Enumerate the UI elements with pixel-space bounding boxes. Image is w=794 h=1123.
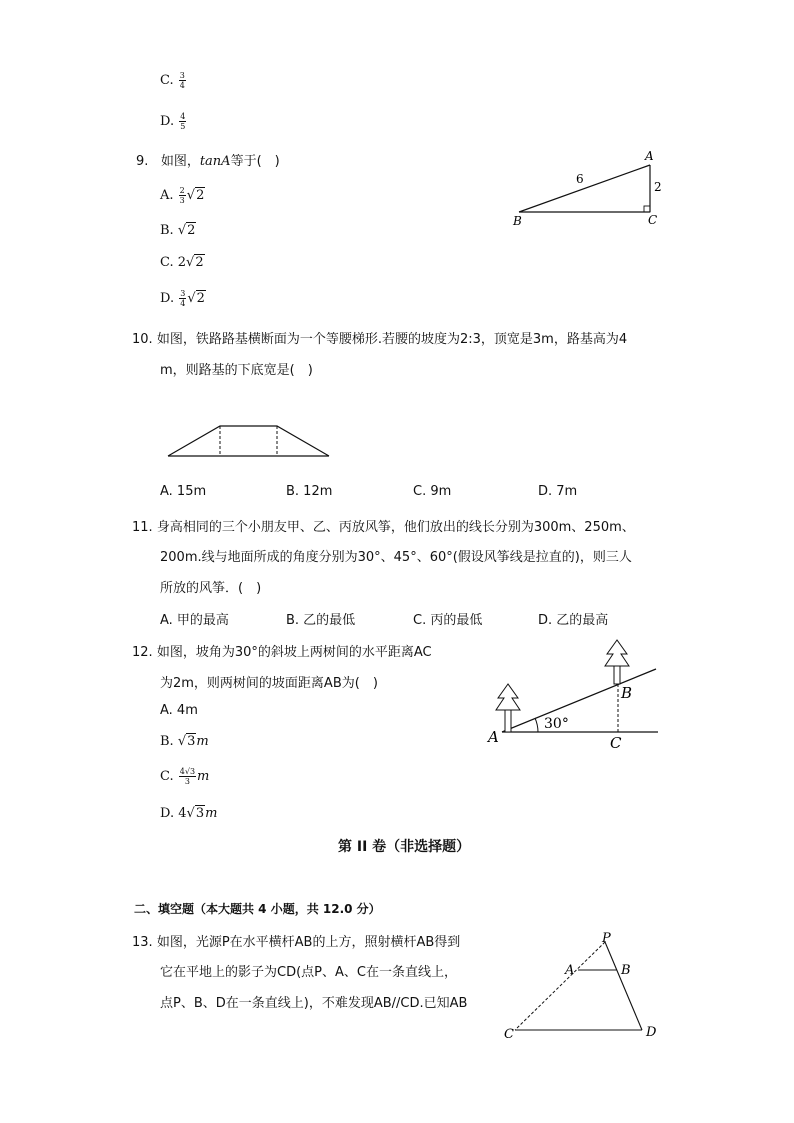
q9-label-hyp: 6	[576, 172, 584, 186]
q13-shadow-figure	[500, 930, 670, 1042]
q12-label-angle: 30°	[544, 716, 569, 732]
q10-option-a: A. 15m	[160, 484, 207, 499]
q12-line2: 为2m，则两树间的坡面距离AB为( )	[160, 676, 378, 691]
fill-blank-heading: 二、填空题（本大题共 4 小题，共 12.0 分）	[134, 902, 381, 916]
q9-triangle-figure	[505, 148, 675, 230]
q13-label-d: D	[646, 1025, 657, 1040]
q9-option-c: C. 2√2	[160, 255, 204, 270]
q11-option-b: B. 乙的最低	[286, 613, 356, 628]
q9-label-c: C	[648, 213, 658, 227]
q12-option-a: A. 4m	[160, 703, 198, 718]
q12-line1: 12. 如图，坡角为30°的斜坡上两树间的水平距离AC	[132, 645, 432, 660]
q10-option-d: D. 7m	[538, 484, 578, 499]
q10-option-b: B. 12m	[286, 484, 333, 499]
q9-option-d: D. $\frac{3}{4}$ √2	[160, 289, 205, 308]
q9-label-side: 2	[654, 180, 662, 194]
q12-option-b: B. √3m	[160, 734, 209, 749]
tree-b-icon	[605, 640, 629, 684]
q12-slope-figure	[484, 636, 664, 752]
q9-label-b: B	[513, 214, 522, 228]
q10-trapezoid-figure	[160, 418, 340, 462]
q13-line3: 点P、B、D在一条直线上)，不难发现AB//CD.已知AB	[160, 996, 468, 1011]
q11-line1: 11. 身高相同的三个小朋友甲、乙、丙放风筝，他们放出的线长分别为300m、250m、	[132, 520, 635, 535]
q13-label-c: C	[504, 1027, 514, 1042]
q13-label-a: A	[565, 963, 575, 978]
q12-label-b: B	[621, 684, 633, 702]
q8-option-c: C. $\frac{3}{4}$	[160, 71, 185, 90]
q13-line1: 13. 如图，光源P在水平横杆AB的上方，照射横杆AB得到	[132, 935, 461, 950]
q11-line2: 200m.线与地面所成的角度分别为30°、45°、60°(假设风筝线是拉直的)，则三人	[160, 550, 632, 565]
q9-option-b: B. √2	[160, 223, 196, 238]
q10-line2: m，则路基的下底宽是( )	[160, 363, 313, 378]
q12-option-c: C. $\frac{4√3}{3}$ m	[160, 767, 210, 786]
q13-line2: 它在平地上的影子为CD(点P、A、C在一条直线上，	[160, 965, 457, 980]
q10-line1: 10. 如图，铁路路基横断面为一个等腰梯形.若腰的坡度为2:3，顶宽是3m，路基高为4	[132, 332, 628, 347]
q12-label-a: A	[488, 728, 499, 746]
q11-line3: 所放的风筝．( )	[160, 581, 262, 596]
q11-option-d: D. 乙的最高	[538, 613, 609, 628]
q13-label-b: B	[621, 963, 631, 978]
q10-option-c: C. 9m	[413, 484, 452, 499]
q13-label-p: P	[602, 931, 611, 946]
section-2-title: 第 II 卷（非选择题）	[338, 839, 471, 855]
q12-label-c: C	[610, 734, 622, 752]
q9-option-a: A. $\frac{2}{3}$ √2	[160, 186, 205, 205]
q11-option-c: C. 丙的最低	[413, 613, 483, 628]
q8-option-d: D. $\frac{4}{5}$	[160, 112, 186, 131]
q12-option-d: D. 4√3m	[160, 806, 218, 821]
q9-label-a: A	[645, 149, 654, 163]
q11-option-a: A. 甲的最高	[160, 613, 229, 628]
tree-a-icon	[496, 684, 520, 732]
q9-stem: 9. 如图，tanA等于( )	[136, 154, 280, 169]
